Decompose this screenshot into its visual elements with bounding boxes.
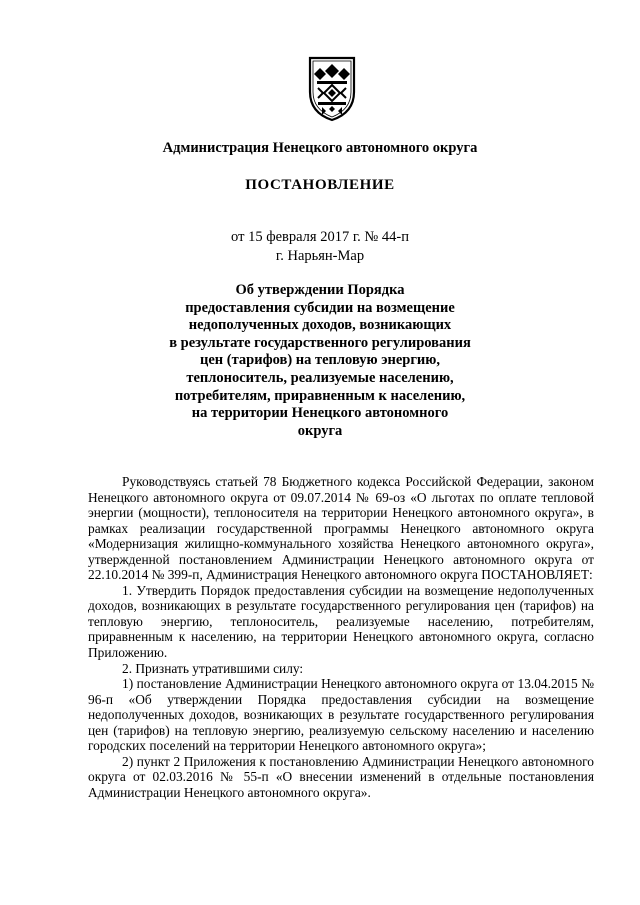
document-body <box>88 474 594 800</box>
title-line: цен (тарифов) на тепловую энергию, <box>200 352 440 369</box>
title-line: недополученных доходов, возникающих <box>188 317 452 334</box>
title-line: Об утверждении Порядка <box>235 282 405 298</box>
item-2-paragraph: 2. Признать утратившими силу: <box>122 660 304 676</box>
title-line: предоставления субсидии на возмещение <box>185 299 455 316</box>
document-city: г. Нарьян-Мар <box>275 248 365 264</box>
title-line: в результате государственного регулирования <box>169 334 471 351</box>
document-type: ПОСТАНОВЛЕНИЕ <box>245 177 395 193</box>
document-date-number: от 15 февраля 2017 г. № 44-п <box>231 229 409 245</box>
organization-name: Администрация Ненецкого автономного округа <box>162 140 478 156</box>
document-title <box>0 282 640 440</box>
title-line: округа <box>297 422 343 439</box>
subitem-2-2-paragraph: 2) пункт 2 Приложения к постановлению Администрации Ненецкого автономного округа от 02.03.2016 № 55-п «О внесении изменений в отдельные постановления Администрации Ненецкого автономного округа». <box>88 753 594 800</box>
title-line: на территории Ненецкого автономного <box>191 405 449 422</box>
item-1-paragraph: 1. Утвердить Порядок предоставления субсидии на возмещение недополученных доходов, возникающих в результате государственного регулирования цен (тарифов) на тепловую энергию, теплоноситель, реализуемые населению, потребителям, приравненным к населению, на территории Ненецкого автономного округа, согласно Приложению. <box>88 582 594 661</box>
nenets-coat-of-arms-icon <box>306 54 358 122</box>
title-line: потребителям, приравненным к населению, <box>174 387 466 404</box>
title-line: теплоноситель, реализуемые населению, <box>186 369 454 386</box>
preamble-paragraph: Руководствуясь статьей 78 Бюджетного кодекса Российской Федерации, законом Ненецкого автономного округа от 09.07.2014 № 69-оз «О льготах по оплате тепловой энергии (мощности), теплоносителя на территории Ненецкого автономного округа», в рамках реализации государственной программы Ненецкого автономного округа «Модернизация жилищно-коммунального хозяйства Ненецкого автономного округа», утвержденной постановлением Администрации Ненецкого автономного округа от 22.10.2014 № 399-п, Администрация Ненецкого автономного округа ПОСТАНОВЛЯЕТ: <box>88 474 594 583</box>
subitem-2-1-paragraph: 1) постановление Администрации Ненецкого автономного округа от 13.04.2015 № 96-п «Об утверждении Порядка предоставления субсидии на возмещение недополученных доходов, возникающих в результате государственного регулирования цен (тарифов) на тепловую энергию, реализуемую сельскому населению и населению городских поселений на территории Ненецкого автономного округа»; <box>88 676 594 754</box>
